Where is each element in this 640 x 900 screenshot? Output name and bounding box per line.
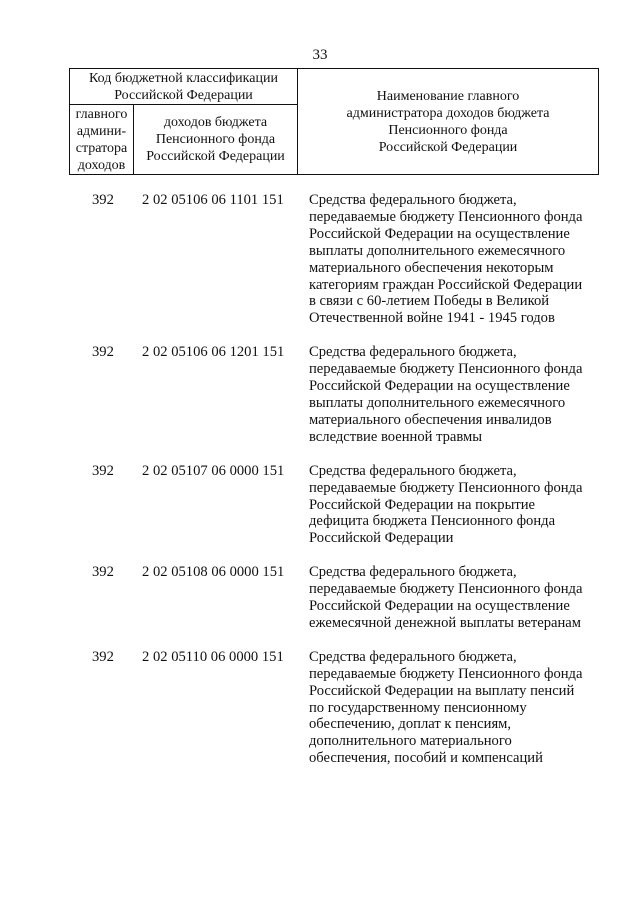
admin-header-line-1: главного	[75, 106, 128, 122]
description-line: материального обеспечения инвалидов	[309, 411, 552, 428]
description-line: Средства федерального бюджета,	[309, 462, 517, 479]
income-description	[309, 344, 599, 445]
description-line: Средства федерального бюджета,	[309, 564, 517, 581]
budget-classification-code: 2 02 05108 06 0000 151	[142, 564, 285, 581]
description-line: Российской Федерации на осуществление	[309, 598, 570, 615]
description-line: Отечественной войне 1941 - 1945 годов	[309, 310, 555, 327]
description-line: обеспечения, пособий и компенсаций	[309, 750, 543, 767]
description-line: передаваемые бюджету Пенсионного фонда	[309, 665, 583, 682]
admin-code: 392	[92, 192, 114, 208]
description-line: Российской Федерации на осуществление	[309, 378, 570, 395]
admin-code: 392	[92, 344, 114, 361]
description-line: категориям граждан Российской Федерации	[309, 276, 583, 293]
income-header-line-2: Пенсионного фонда	[155, 132, 276, 147]
description-line: материального обеспечения некоторым	[309, 259, 554, 276]
description-line: Российской Федерации на покрытие	[309, 496, 536, 513]
budget-classification-code: 2 02 05107 06 0000 151	[142, 462, 285, 479]
classification-row	[0, 649, 640, 767]
classification-title-cell	[70, 69, 298, 105]
description-line: передаваемые бюджету Пенсионного фонда	[309, 208, 583, 225]
description-line: вследствие военной травмы	[309, 428, 483, 445]
income-header-line-3: Российской Федерации	[146, 149, 285, 164]
name-header-line-4: Российской Федерации	[378, 139, 518, 155]
admin-header-line-2: админи-	[76, 123, 127, 139]
admin-code: 392	[92, 564, 114, 581]
description-line: Российской Федерации на осуществление	[309, 225, 570, 242]
income-description	[309, 463, 599, 548]
admin-header-line-4: доходов	[77, 157, 126, 173]
classification-row	[0, 192, 640, 327]
budget-classification-code: 2 02 05110 06 0000 151	[142, 648, 284, 665]
page-number: 33	[312, 47, 328, 63]
description-line: Средства федерального бюджета,	[309, 192, 517, 208]
classification-title-line-2: Российской Федерации	[114, 87, 253, 103]
description-line: дополнительного материального	[309, 733, 512, 750]
classification-row	[0, 344, 640, 445]
description-line: Средства федерального бюджета,	[309, 344, 517, 361]
classification-rows	[0, 192, 640, 767]
name-header-line-2: администратора доходов бюджета	[346, 105, 550, 121]
classification-header-table	[69, 68, 599, 175]
description-line: Российской Федерации на выплату пенсий	[309, 682, 575, 699]
admin-header-line-3: стратора	[75, 140, 128, 156]
income-description	[309, 192, 599, 327]
description-line: выплаты дополнительного ежемесячного	[309, 394, 566, 411]
income-header-line-1: доходов бюджета	[163, 115, 268, 130]
description-line: передаваемые бюджету Пенсионного фонда	[309, 361, 583, 378]
admin-code: 392	[92, 648, 114, 665]
budget-classification-code: 2 02 05106 06 1101 151	[142, 192, 284, 208]
description-line: Средства федерального бюджета,	[309, 648, 517, 665]
administrator-name-header-cell	[298, 69, 599, 175]
admin-code: 392	[92, 462, 114, 479]
income-description	[309, 564, 599, 632]
description-line: передаваемые бюджету Пенсионного фонда	[309, 581, 583, 598]
description-line: передаваемые бюджету Пенсионного фонда	[309, 479, 583, 496]
classification-row	[0, 564, 640, 632]
income-description	[309, 649, 599, 767]
classification-row	[0, 463, 640, 548]
description-line: в связи с 60-летием Победы в Великой	[309, 293, 550, 310]
description-line: Российской Федерации	[309, 530, 454, 547]
classification-title-line-1: Код бюджетной классификации	[89, 70, 278, 86]
name-header-line-1: Наименование главного	[376, 88, 520, 104]
budget-classification-code: 2 02 05106 06 1201 151	[142, 344, 285, 361]
pension-fund-income-header-cell	[134, 105, 298, 175]
name-header-line-3: Пенсионного фонда	[388, 122, 508, 138]
description-line: обеспечению, доплат к пенсиям,	[309, 716, 512, 733]
description-line: дефицита бюджета Пенсионного фонда	[309, 513, 556, 530]
description-line: по государственному пенсионному	[309, 699, 527, 716]
main-administrator-header-cell	[70, 105, 134, 175]
description-line: выплаты дополнительного ежемесячного	[309, 242, 566, 259]
description-line: ежемесячной денежной выплаты ветеранам	[309, 614, 582, 631]
